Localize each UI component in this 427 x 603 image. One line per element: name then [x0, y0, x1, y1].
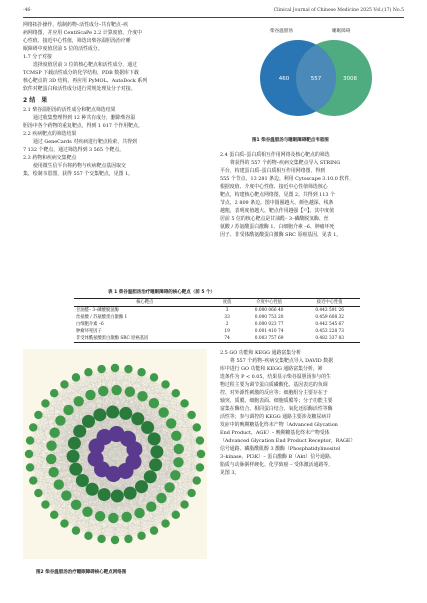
text-line: 3–kinase，PI3K）– 蛋白激酶 B（Akt）信号通路、: [220, 454, 335, 460]
text-line: 眠障碍中度值居前 5 位的活性成分。: [23, 46, 103, 52]
network-node: [55, 415, 65, 425]
network-node: [84, 368, 92, 376]
text-line: 选择度值居前 3 位的核心靶点和活性成分，通过: [33, 62, 138, 68]
text-line: 软件对靶蛋白和活性成分进行常规处理及分子对接。: [23, 86, 136, 92]
network-node: [34, 411, 42, 419]
network-node: [166, 418, 176, 428]
figure-2-network-diagram: [23, 349, 207, 559]
text-line: 信号通路、磷脂酰肌醇 3 激酶（Phosphatidylinositol: [220, 446, 341, 452]
venn-count-mid: 557: [310, 76, 322, 82]
text-line: 通过 GeneCards 对疾病进行靶点检索，共得到: [33, 139, 137, 145]
section-2-2-text: [23, 138, 207, 154]
text-line: 发症中的晚期糖基化终末产物（Advanced Glycation: [220, 422, 338, 428]
network-node: [71, 500, 81, 510]
network-node: [29, 476, 37, 484]
venn-count-right: 3008: [343, 76, 357, 82]
table-row: [74, 314, 360, 321]
text-line: 通过收集整理得到 12 种共有成分，删除柴谷温: [33, 115, 136, 121]
intro-paragraph: [23, 21, 207, 53]
table-row: [74, 321, 360, 328]
section-2-3-heading: 2.3 药物和疾病交集靶点: [23, 155, 77, 161]
network-node: [197, 450, 205, 458]
network-node: [124, 487, 137, 500]
network-node: [170, 470, 180, 480]
text-line: 因子、非受体酰氨酸蛋白激酶 SRC 原癌基因，见表 1。: [220, 232, 342, 238]
network-node: [161, 519, 169, 527]
table-header-cell: 接近中心性值: [316, 300, 343, 305]
network-node: [137, 391, 147, 401]
text-line: 越粗，表明度值越大、靶点作用越强【¹²】。其中度值: [220, 208, 334, 214]
table-cell: 2: [225, 322, 229, 327]
text-line: 选条件为 P < 0.05，结果显示柴谷温胆汤参与的生: [220, 374, 331, 380]
table-1-caption: 表 1 柴谷温胆汤治疗睡眠障碍的核心靶点（前 5 个）: [108, 290, 216, 295]
network-node: [61, 490, 71, 500]
network-node: [193, 476, 201, 484]
network-node: [29, 423, 37, 431]
network-node: [50, 511, 58, 519]
figure-1-venn-diagram: [248, 20, 384, 128]
text-line: 控、对外源性刺激的反应等；细胞组分主要存在于: [220, 390, 328, 396]
venn-label-right: 睡眠障碍: [332, 29, 351, 34]
network-node: [85, 390, 95, 400]
text-line: 核心靶点的 3D 结构，再应用 PyMOL、AutoDock 系列: [23, 78, 148, 84]
table-header-row: [74, 299, 360, 307]
network-node: [149, 398, 159, 408]
network-node: [161, 380, 169, 388]
network-node: [164, 482, 174, 492]
network-node: [149, 458, 162, 471]
table-cell: 0.443 591 26: [315, 308, 345, 313]
network-node: [60, 519, 68, 527]
network-node: [146, 502, 156, 512]
text-line: 节点、2 809 条边。图中圆圈越大、颜色越深、线条: [220, 200, 334, 206]
network-node: [137, 368, 145, 376]
network-node: [73, 425, 86, 438]
network-node: [106, 406, 119, 419]
text-line: 将 557 个药物–疾病交集靶点导入 DAVID 数据: [230, 358, 334, 364]
text-line: 氨酸 / 苏氨酸蛋白激酶 1、白细胞介素 –6、肿瘤坏死: [220, 224, 335, 230]
header-rule: [23, 17, 404, 18]
network-node: [26, 463, 34, 471]
text-line: 根据度值、介度中心性值、接近中心性值筛选核心: [220, 184, 328, 190]
network-node: [196, 436, 204, 444]
table-cell: 白细胞介素 –6: [76, 322, 104, 327]
table-cell: 0.482 337 83: [315, 336, 345, 341]
network-node: [46, 441, 56, 451]
text-line: 网络拓扑操作，绘制药物–活性成分–共有靶点–疾: [23, 22, 129, 28]
table-cell: 0.453 228 73: [315, 329, 345, 334]
table-cell: 0.000 753 20: [254, 315, 284, 320]
network-node: [122, 512, 132, 522]
network-node: [49, 427, 59, 437]
network-node: [84, 532, 92, 540]
network-node: [124, 365, 132, 373]
table-row: [74, 328, 360, 335]
network-node: [158, 407, 168, 417]
section-2-5-text: [220, 357, 404, 477]
left-column: [23, 21, 207, 178]
table-cell: 0.000 066 40: [254, 308, 284, 313]
table-row: [74, 307, 360, 315]
table-cell: 33: [224, 315, 230, 320]
section-1-7-heading: 1.7 分子对接: [23, 54, 52, 60]
network-node: [131, 412, 144, 425]
section-2-1-heading: 2.1 柴谷温胆汤的活性成分和靶点筛选结果: [23, 107, 116, 113]
text-line: 库中进行 GO 功能和 KEGG 通路富集分析，筛: [220, 366, 323, 372]
network-node: [26, 436, 34, 444]
network-node: [111, 364, 119, 372]
network-node: [196, 463, 204, 471]
network-node: [124, 535, 132, 543]
section-1-7-text: [23, 61, 207, 93]
network-node: [180, 399, 188, 407]
network-node: [72, 526, 80, 534]
text-line: 胆汤中各个药物的重复靶点，得到 1 017 个作用靶点。: [23, 123, 143, 129]
network-node: [98, 488, 111, 501]
network-node: [144, 470, 157, 483]
network-node: [126, 441, 142, 457]
network-node: [148, 432, 161, 445]
network-node: [50, 389, 58, 397]
network-node: [67, 450, 80, 463]
table-cell: 3: [225, 308, 229, 313]
network-node: [82, 507, 92, 517]
network-node: [76, 474, 89, 487]
text-line: 见图 3。: [220, 470, 240, 476]
network-node: [63, 405, 73, 415]
network-node: [54, 479, 64, 489]
right-column-top: [220, 151, 404, 239]
network-node: [134, 508, 144, 518]
network-node: [156, 493, 166, 503]
network-node: [86, 483, 99, 496]
network-node: [193, 423, 201, 431]
network-node: [25, 450, 33, 458]
network-node: [171, 431, 181, 441]
network-node: [111, 385, 121, 395]
section-2-4-heading: 2.4 蛋白质–蛋白质相互作用网络及核心靶点的筛选: [220, 152, 330, 158]
text-line: 心性值、接近中心性值，筛选出柴谷温胆汤治疗睡: [23, 38, 131, 44]
text-line: 轴突、质膜、细胞表面、细胞质膜等；分子功能主要: [220, 398, 333, 404]
table-cell: 非受体酰氨酸蛋白激酶 SRC 原癌基因: [76, 336, 149, 341]
network-node: [135, 480, 148, 493]
network-node: [150, 526, 158, 534]
text-line: 将获得的 557 个药物–疾病交集靶点导入 STRING: [230, 160, 341, 166]
network-node: [41, 500, 49, 508]
section-2-3-text: [23, 162, 207, 178]
network-node: [98, 386, 108, 396]
core-targets-table: [74, 298, 360, 343]
table-cell: 0.000 023 77: [254, 322, 284, 327]
text-line: TCMSP 下载活性成分的化学结构，PDB 数据库下载: [23, 70, 139, 76]
text-line: 靶点，构建核心靶点网络图，见图 2。共得到 113 个: [220, 192, 335, 198]
journal-header: Clinical Journal of Chinese Medicine 2025 Vol.(17) No.5: [273, 8, 404, 13]
table-cell: 74: [224, 336, 230, 341]
network-node: [172, 389, 180, 397]
results-heading: 2 结 果: [23, 97, 48, 104]
section-2-2-heading: 2.2 疾病靶点的筛选结果: [23, 131, 77, 137]
text-line: 使用微生信平台将药物与疾病靶点基因取交: [33, 163, 126, 169]
network-node: [97, 365, 105, 373]
network-node: [180, 500, 188, 508]
network-node: [93, 408, 106, 421]
table-cell: 甘油醛– 3–磷酸脱氢酶: [76, 308, 119, 313]
table-header-cell: 介度中心性值: [256, 300, 282, 305]
network-node: [187, 489, 195, 497]
text-line: 富集在酶结合、相同蛋白结合、氧化还原酶活性等酶: [220, 406, 333, 412]
table-cell: 19: [224, 329, 230, 334]
text-line: 脂质与动脉粥样硬化、化学致癌 – 受体激活通路等，: [220, 462, 334, 468]
table-header-cell: 度值: [222, 300, 232, 305]
network-node: [141, 421, 154, 434]
figure-1-caption: 图1 柴谷温胆汤与睡眠障碍靶点韦恩图: [252, 138, 329, 143]
network-node: [173, 457, 183, 467]
network-node: [111, 536, 119, 544]
network-node: [125, 387, 135, 397]
table-header-cell: 核心靶点: [136, 300, 154, 305]
text-line: 555 个节点、13 281 条边。利用 Cytoscape 3.10.0 软件，: [220, 176, 355, 182]
table-cell: 0.001 410 74: [254, 329, 284, 334]
section-2-1-text: [23, 114, 207, 130]
text-line: （Advanced Glycation End Product Receptor，RAGE）: [220, 438, 356, 444]
network-node: [46, 454, 56, 464]
text-line: 集，绘制韦恩图，获得 557 个交集靶点，见图 1。: [23, 171, 134, 177]
network-node: [74, 396, 84, 406]
venn-label-left: 柴谷温胆汤: [270, 29, 293, 34]
table-cell: 0.003 757 69: [254, 336, 284, 341]
network-node: [108, 513, 118, 523]
network-node: [150, 373, 158, 381]
network-node: [174, 444, 184, 454]
section-2-4-text: [220, 159, 404, 239]
table-cell: 0.459 608 32: [315, 315, 345, 320]
network-node: [172, 511, 180, 519]
network-node: [150, 445, 163, 458]
table-cell: 0.442 545 67: [315, 322, 345, 327]
table-cell: 丝氨酸 / 苏氨酸蛋白激酶 1: [76, 315, 128, 320]
network-node: [95, 511, 105, 521]
table-cell: 肿瘤坏死因子: [76, 329, 102, 334]
section-2-5-heading: 2.5 GO 功能和 KEGG 通路富集分析: [220, 350, 301, 356]
table-row: [74, 335, 360, 343]
figure-2-caption: 图2 柴谷温胆汤治疗睡眠障碍核心靶点网络图: [36, 570, 127, 575]
network-node: [72, 373, 80, 381]
text-line: 7 132 个靶点，通过筛选得到 3 565 个靶点。: [23, 147, 125, 153]
network-node: [34, 489, 42, 497]
network-node: [68, 437, 81, 450]
network-node: [137, 532, 145, 540]
network-node: [60, 380, 68, 388]
network-node: [69, 463, 82, 476]
text-line: 居前 5 位的核心靶点是甘油醛– 3–磷酸脱氢酶、丝: [220, 216, 329, 222]
right-column-bottom: [220, 349, 404, 477]
text-line: 物过程主要为调节蛋白质磷酸化、基因表达的负调: [220, 382, 328, 388]
text-line: 平台，构建蛋白质–蛋白质相互作用网络图，得到: [220, 168, 326, 174]
network-node: [119, 407, 132, 420]
network-node: [111, 489, 124, 502]
network-node: [97, 535, 105, 543]
text-line: End Product，AGE）– 晚期糖基化终末产物受体: [220, 430, 330, 436]
network-node: [48, 467, 58, 477]
network-node: [187, 411, 195, 419]
page-number: ·46·: [23, 8, 32, 13]
text-line: 活性等；参与调控的 KEGG 通路主要涉及糖尿病并: [220, 414, 332, 420]
venn-count-left: 460: [278, 76, 290, 82]
network-node: [41, 399, 49, 407]
network-node: [82, 415, 95, 428]
text-line: 病网络图，并应用 CentiScaPe 2.2 计算度值、介度中: [23, 30, 142, 36]
